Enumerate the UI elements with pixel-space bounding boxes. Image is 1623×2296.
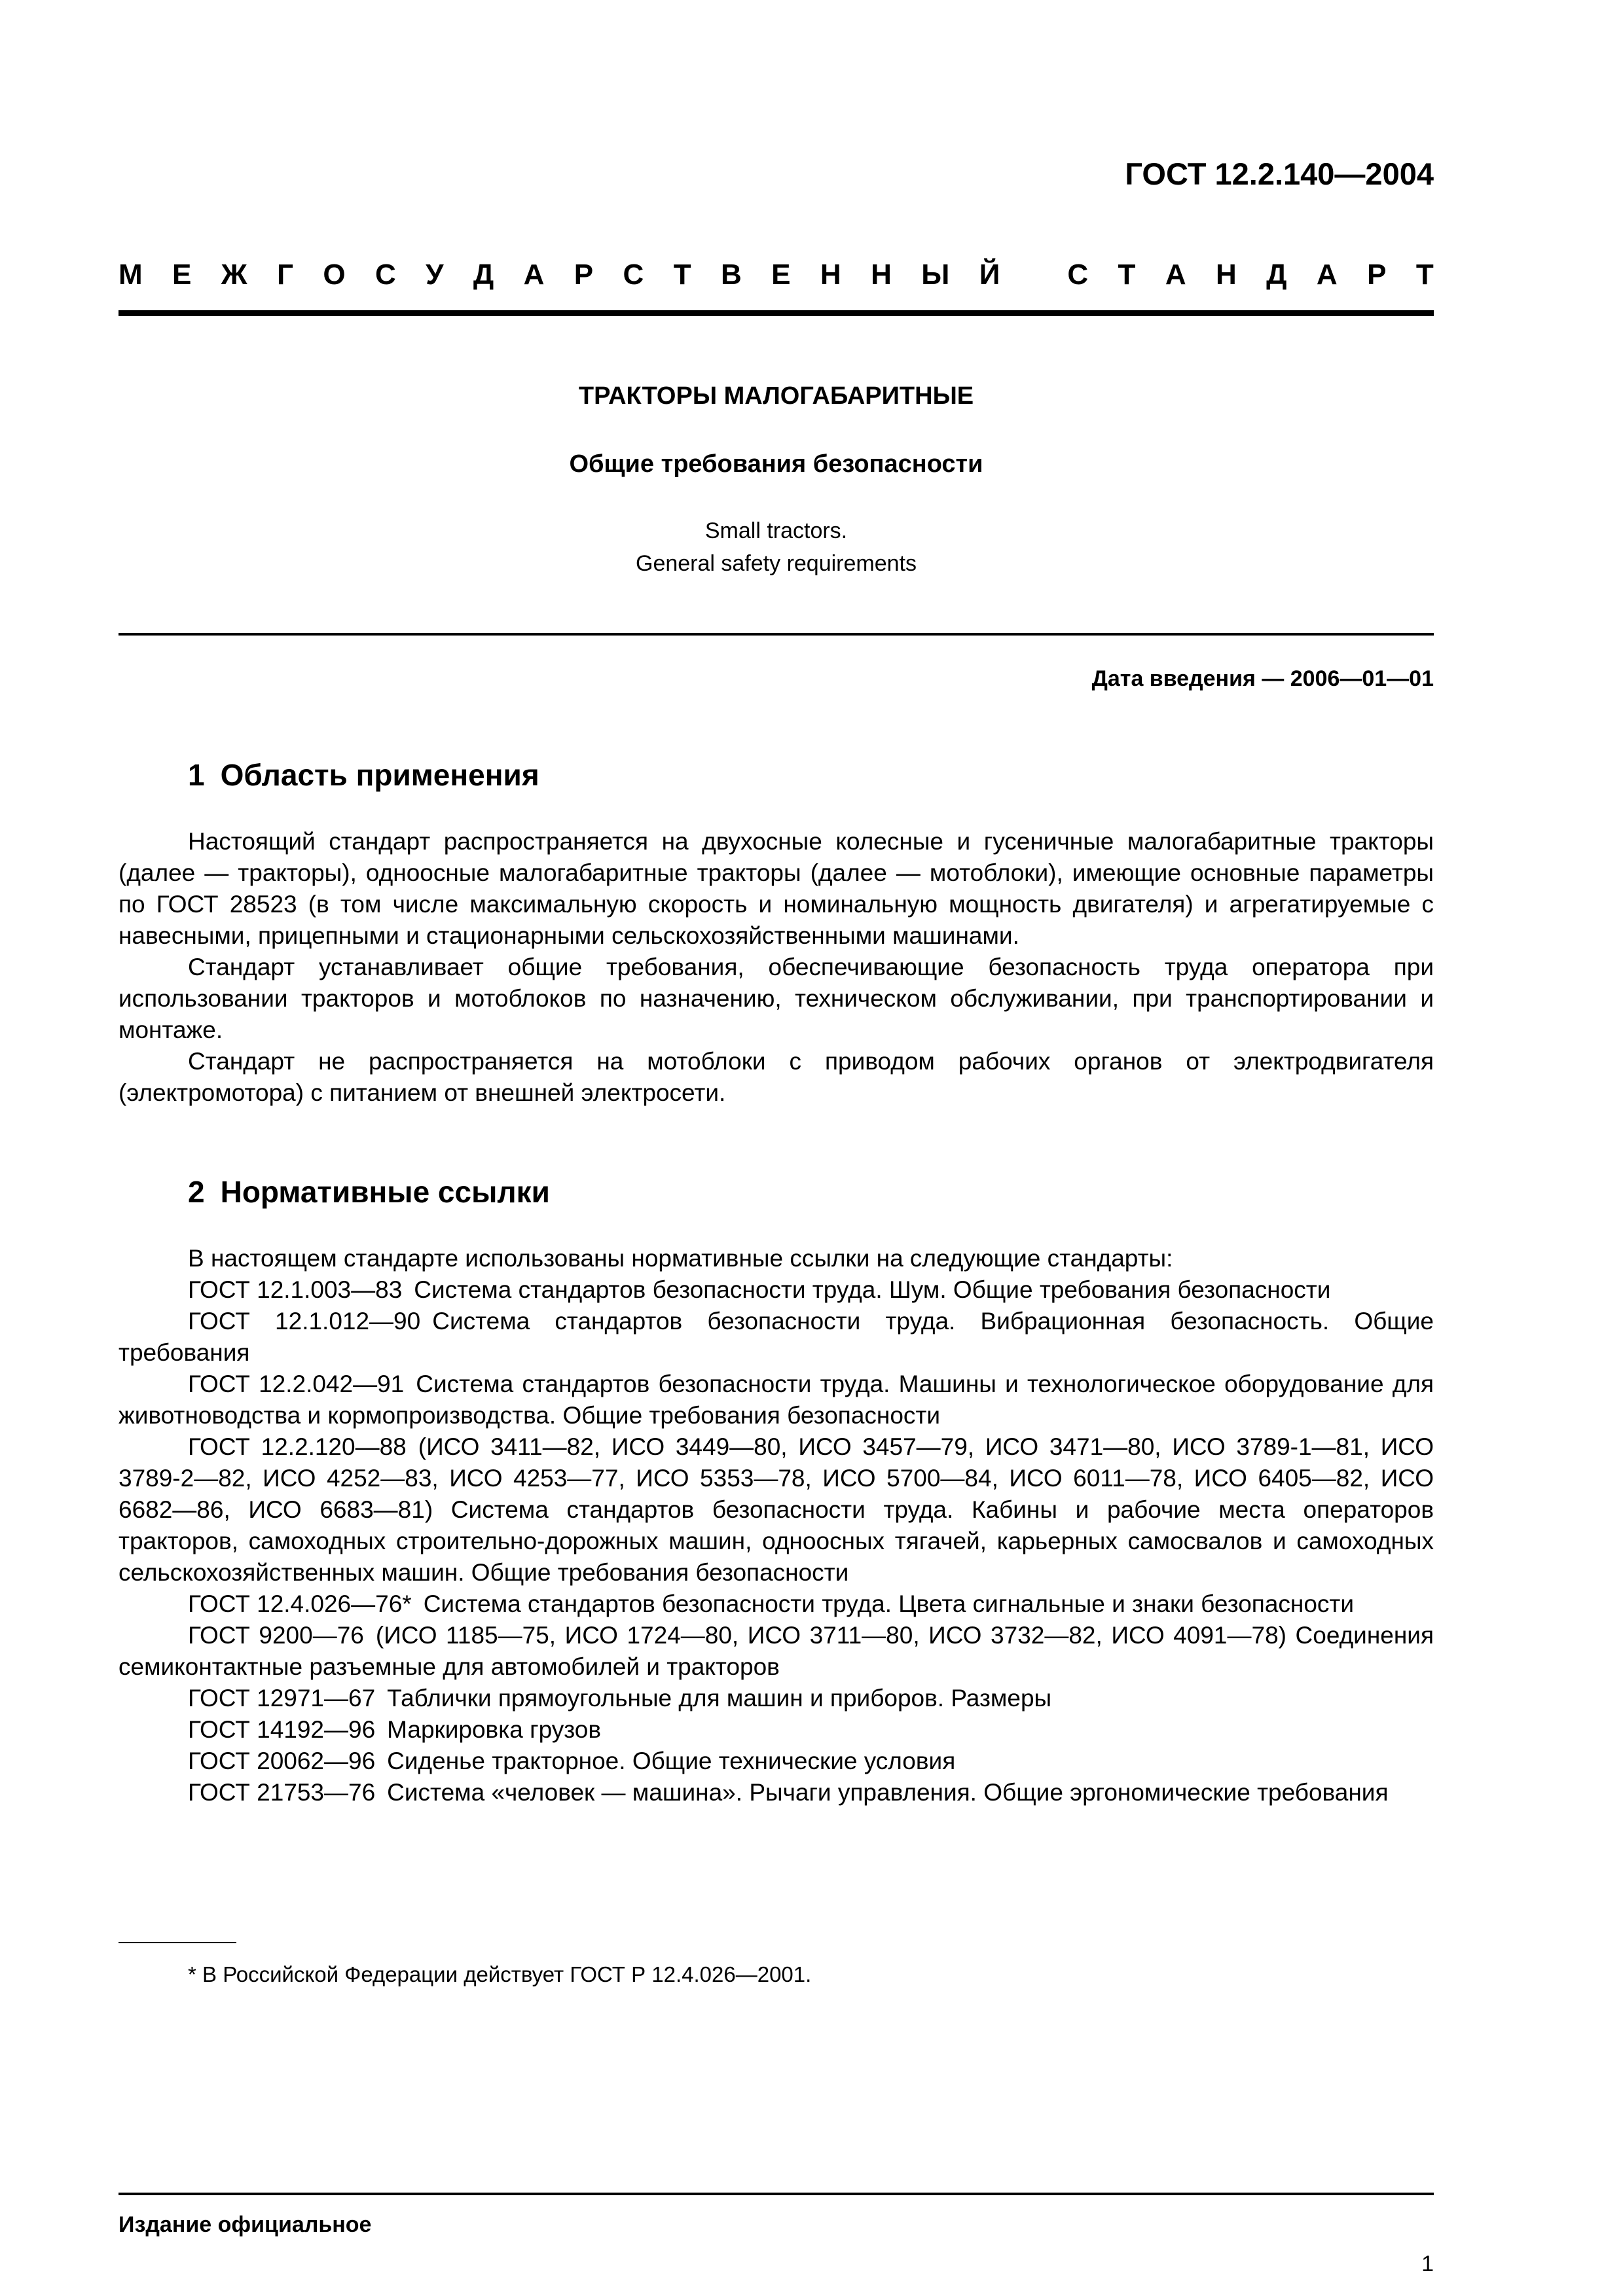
- banner-divider: [119, 310, 1434, 316]
- banner-letter: В: [721, 259, 742, 291]
- reference-item: [119, 1777, 1434, 1808]
- banner-letter: Е: [771, 259, 791, 291]
- reference-text: (ИСО 1185—75, ИСО 1724—80, ИСО 3711—80, ИСО 3732—82, ИСО 4091—78) Соединения семиконтактные разъемные для автомобилей и тракторов: [119, 1622, 1434, 1680]
- paragraph: Настоящий стандарт распространяется на двухосные колесные и гусеничные малогабаритные тракторы (далее — тракторы), одноосные малогабаритные тракторы (далее — мотоблоки), имеющие основные параметры по ГОСТ 28523 (в том числе максимальную скорость и номинальную мощность двигателя) и агрегатируемые с навесными, прицепными и стационарными сельскохозяйственными машинами.: [119, 828, 1434, 949]
- banner-letter: Д: [473, 259, 494, 291]
- reference-text: Сиденье тракторное. Общие технические условия: [387, 1748, 956, 1774]
- reference-text: Система стандартов безопасности труда. Вибрационная безопасность. Общие требования: [119, 1308, 1434, 1366]
- banner-letter: Е: [172, 259, 192, 291]
- banner-letter: Н: [820, 259, 841, 291]
- reference-text: Таблички прямоугольные для машин и приборов. Размеры: [387, 1685, 1052, 1712]
- reference-text: Система стандартов безопасности труда. Шум. Общие требования безопасности: [414, 1276, 1331, 1303]
- reference-item: [119, 1369, 1434, 1431]
- reference-code: ГОСТ 20062—96: [188, 1748, 376, 1774]
- reference-text: Система стандартов безопасности труда. Машины и технологическое оборудование для животноводства и кормопроизводства. Общие требования безопасности: [119, 1371, 1434, 1429]
- banner-letter: Й: [979, 259, 1000, 291]
- reference-code: ГОСТ 14192—96: [188, 1716, 376, 1743]
- reference-item: [119, 1431, 1434, 1588]
- banner-letter: С: [1067, 259, 1089, 291]
- reference-code: ГОСТ 12.2.042—91: [188, 1371, 405, 1397]
- footer-divider: [119, 2193, 1434, 2195]
- section-number: 1: [188, 758, 205, 792]
- reference-item: [119, 1588, 1434, 1620]
- banner-gap: [1030, 260, 1038, 289]
- document-title: ТРАКТОРЫ МАЛОГАБАРИТНЫЕ: [578, 382, 974, 410]
- page-number: 1: [1421, 2251, 1434, 2276]
- reference-code: ГОСТ 12.1.003—83: [188, 1276, 403, 1303]
- reference-item: [119, 1683, 1434, 1714]
- banner-letter: Д: [1266, 259, 1287, 291]
- title-divider: [119, 633, 1434, 636]
- footnote: * В Российской Федерации действует ГОСТ Р 12.4.026—2001.: [188, 1962, 812, 1986]
- banner-letter: О: [323, 259, 346, 291]
- reference-item: [119, 1714, 1434, 1746]
- section-body: [119, 1243, 1434, 1808]
- edition-label: Издание официальное: [119, 2212, 372, 2237]
- reference-item: [119, 1620, 1434, 1683]
- english-title-line: General safety requirements: [636, 551, 917, 576]
- banner-letter: Р: [574, 259, 594, 291]
- introduction-date: Дата введения — 2006—01—01: [1091, 666, 1434, 691]
- reference-text: (ИСО 3411—82, ИСО 3449—80, ИСО 3457—79, ИСО 3471—80, ИСО 3789-1—81, ИСО 3789-2—82, ИСО 4252—83, ИСО 4253—77, ИСО 5353—78, ИСО 5700—84, ИСО 6011—78, ИСО 6405—82, ИСО 6682—86, ИСО 6683—81) Система стандартов безопасности труда. Кабины и рабочие места операторов тракторов, самоходных строительно-дорожных машин, одноосных тягачей, карьерных самосвалов и самоходных сельскохозяйственных машин. Общие требования безопасности: [119, 1433, 1434, 1586]
- section-heading: [188, 757, 539, 793]
- banner-letter: У: [426, 259, 444, 291]
- interstate-standard-banner: [119, 260, 1434, 289]
- banner-letter: А: [523, 259, 545, 291]
- banner-letter: Т: [673, 259, 691, 291]
- reference-item: [119, 1306, 1434, 1369]
- standard-number: ГОСТ 12.2.140—2004: [1125, 156, 1434, 191]
- banner-letter: С: [623, 259, 644, 291]
- reference-code: ГОСТ 12.2.120—88: [188, 1433, 407, 1460]
- english-title-line: Small tractors.: [704, 518, 848, 543]
- section-title: Область применения: [220, 758, 539, 792]
- banner-letter: Г: [276, 259, 293, 291]
- banner-letter: Т: [1118, 259, 1136, 291]
- reference-code: ГОСТ 12.1.012—90: [188, 1308, 421, 1335]
- reference-code: ГОСТ 9200—76: [188, 1622, 364, 1649]
- section-heading: [188, 1174, 550, 1210]
- banner-letter: Н: [1216, 259, 1237, 291]
- reference-code: ГОСТ 21753—76: [188, 1779, 376, 1806]
- section-title: Нормативные ссылки: [220, 1175, 550, 1209]
- banner-letter: А: [1165, 259, 1186, 291]
- banner-letter: Ж: [221, 259, 247, 291]
- reference-item: [119, 1746, 1434, 1777]
- paragraph: Стандарт устанавливает общие требования, обеспечивающие безопасность труда оператора при использовании тракторов и мотоблоков по назначению, техническом обслуживании, при транспортировании и монтаже.: [119, 954, 1434, 1043]
- banner-letter: М: [119, 259, 143, 291]
- reference-text: Система стандартов безопасности труда. Цвета сигнальные и знаки безопасности: [423, 1590, 1355, 1617]
- footnote-divider: [119, 1942, 236, 1943]
- section-number: 2: [188, 1175, 205, 1209]
- reference-item: [119, 1274, 1434, 1306]
- banner-letter: Р: [1367, 259, 1387, 291]
- paragraph: Стандарт не распространяется на мотоблоки с приводом рабочих органов от электродвигателя (электромотора) с питанием от внешней электросети.: [119, 1048, 1434, 1106]
- reference-text: Система «человек — машина». Рычаги управления. Общие эргономические требования: [387, 1779, 1389, 1806]
- reference-code: ГОСТ 12971—67: [188, 1685, 376, 1712]
- reference-code: ГОСТ 12.4.026—76*: [188, 1590, 412, 1617]
- banner-letter: А: [1316, 259, 1338, 291]
- banner-letter: Ы: [921, 259, 950, 291]
- document-subtitle: Общие требования безопасности: [569, 450, 983, 478]
- reference-text: Маркировка грузов: [387, 1716, 602, 1743]
- banner-letter: С: [374, 259, 396, 291]
- section-body: [119, 826, 1434, 1109]
- english-title: [119, 514, 1434, 580]
- paragraph: В настоящем стандарте использованы нормативные ссылки на следующие стандарты:: [188, 1245, 1173, 1272]
- banner-letter: Н: [871, 259, 892, 291]
- banner-letter: Т: [1415, 259, 1434, 291]
